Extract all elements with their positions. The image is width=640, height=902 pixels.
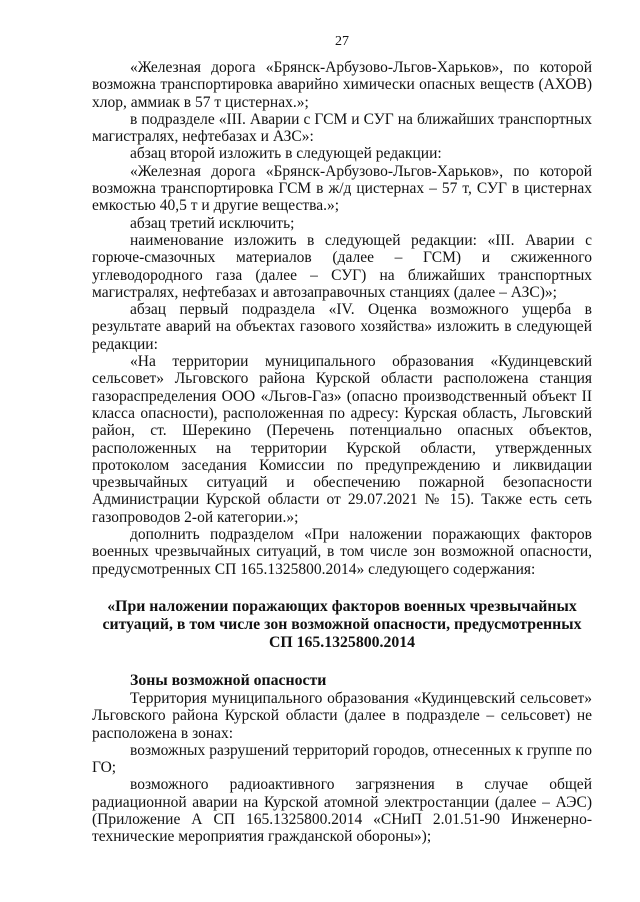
section-heading <box>92 598 592 652</box>
section-heading-line: СП 165.1325800.2014 <box>268 633 416 651</box>
paragraph: в подразделе «III. Аварии с ГСМ и СУГ на ближайших транспортных магистралях, нефтебазах и АЗС»: <box>92 110 592 146</box>
page-number: 27 <box>335 34 349 49</box>
paragraph: дополнить подразделом «При наложении поражающих факторов военных чрезвычайных ситуаций, в том числе зон возможной опасности, предусмотренных СП 165.1325800.2014» следующего содержания: <box>92 526 592 578</box>
paragraph: абзац третий исключить; <box>130 214 295 232</box>
paragraph: наименование изложить в следующей редакции: «III. Аварии с горюче-смазочных материалов (далее – ГСМ) и сжиженного углеводородного газа (далее – СУГ) на ближайших транспортных магистралях, нефтебазах и автозаправочных станциях (далее – АЗС)»; <box>92 231 592 301</box>
paragraph: «На территории муниципального образования «Кудинцевский сельсовет» Льговского района Курской области расположена станция газораспределения ООО «Льгов-Газ» (опасно производственный объект II класса опасности), расположенная по адресу: Курская область, Льговский район, ст. Шерекино (Перечень потенциально опасных объектов, расположенных на территории Курской области, утвержденных протоколом заседания Комиссии по предупреждению и ликвидации чрезвычайных ситуаций и обеспечению пожарной безопасности Администрации Курской области от 29.07.2021 № 15). Также есть сеть газопроводов 2-ой категории.»; <box>92 353 592 526</box>
section-heading-line: ситуаций, в том числе зон возможной опасности, предусмотренных <box>102 615 582 633</box>
paragraph: абзац второй изложить в следующей редакции: <box>130 145 442 163</box>
subheading: Зоны возможной опасности <box>130 671 327 689</box>
paragraph: «Железная дорога «Брянск-Арбузово-Льгов-Харьков», по которой возможна транспортировка аварийно химически опасных веществ (АХОВ) хлор, аммиак в 57 т цистернах.»; <box>92 59 592 111</box>
paragraph: Территория муниципального образования «Кудинцевский сельсовет» Льговского района Курской области (далее в подразделе – сельсовет) не расположена в зонах: <box>92 689 592 742</box>
section-heading-line: «При наложении поражающих факторов военных чрезвычайных <box>107 597 577 615</box>
paragraph: возможного радиоактивного загрязнения в случае общей радиационной аварии на Курской атомной электростанции (далее – АЭС) (Приложение А СП 165.1325800.2014 «СНиП 2.01.51-90 Инженерно-технические мероприятия гражданской обороны»); <box>92 776 592 846</box>
paragraph: «Железная дорога «Брянск-Арбузово-Льгов-Харьков», по которой возможна транспортировка ГСМ в ж/д цистернах – 57 т, СУГ в цистернах емкостью 40,5 т и другие вещества.»; <box>92 162 592 215</box>
body-text <box>92 59 592 846</box>
paragraph: абзац первый подраздела «IV. Оценка возможного ущерба в результате аварий на объектах газового хозяйства» изложить в следующей редакции: <box>92 301 592 353</box>
paragraph: возможных разрушений территорий городов, отнесенных к группе по ГО; <box>92 741 592 777</box>
